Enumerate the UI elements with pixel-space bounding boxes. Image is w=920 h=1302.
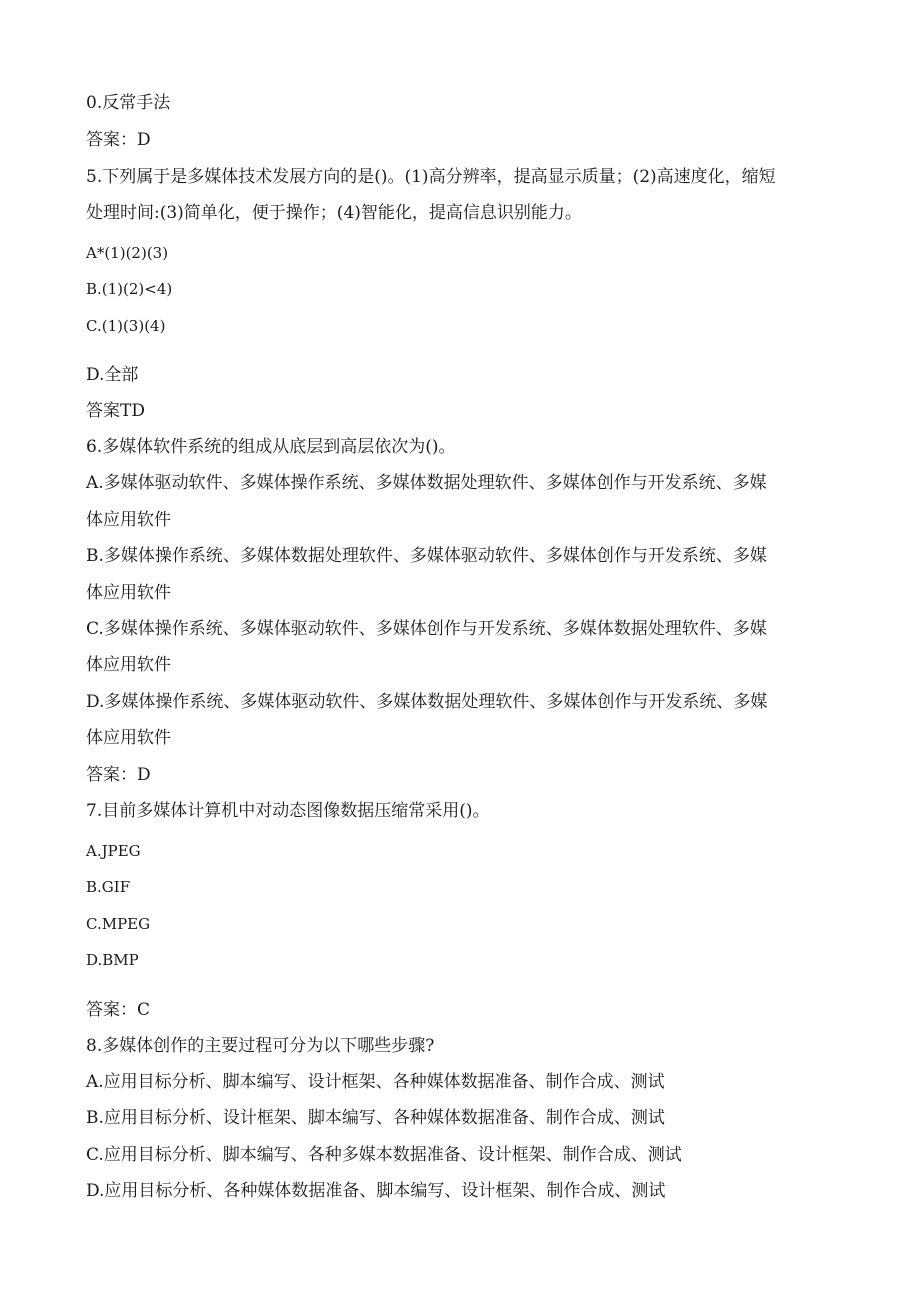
- option-b-cont: 体应用软件: [86, 583, 171, 603]
- option-a: A.多媒体驱动软件、多媒体操作系统、多媒体数据处理软件、多媒体创作与开发系统、多媒: [86, 473, 767, 493]
- option-d: D.全部: [86, 365, 139, 385]
- option-c-cont: 体应用软件: [86, 655, 171, 675]
- option-c: C.MPEG: [86, 915, 151, 933]
- option-d: D.应用目标分析、各种媒体数据准备、脚本编写、设计框架、制作合成、测试: [86, 1181, 666, 1201]
- question-6: 6.多媒体软件系统的组成从底层到高层依次为()。: [86, 437, 456, 457]
- option-c: C.应用目标分析、脚本编写、各种多媒本数据准备、设计框架、制作合成、测试: [86, 1145, 682, 1165]
- question-5-cont: 处理时间:(3)简单化，便于操作；(4)智能化，提高信息识别能力。: [86, 203, 582, 223]
- option-a-cont: 体应用软件: [86, 510, 171, 530]
- question-5: 5.下列属于是多媒体技术发展方向的是()。(1)高分辨率，提高显示质量；(2)高速度化，缩短: [86, 167, 776, 187]
- option-d-cont: 体应用软件: [86, 728, 171, 748]
- answer-line: 答案：D: [86, 130, 151, 150]
- option-b: B.应用目标分析、设计框架、脚本编写、各种媒体数据准备、制作合成、测试: [86, 1108, 665, 1128]
- option-a: A*(1)(2)(3): [86, 244, 169, 262]
- option-b: B.GIF: [86, 878, 131, 896]
- option-d: D.BMP: [86, 951, 139, 969]
- option-line: 0.反常手法: [86, 93, 171, 113]
- option-a: A.JPEG: [86, 842, 141, 860]
- option-a: A.应用目标分析、脚本编写、设计框架、各种媒体数据准备、制作合成、测试: [86, 1072, 665, 1092]
- answer-line: 答案：C: [86, 1000, 151, 1020]
- option-b: B.多媒体操作系统、多媒体数据处理软件、多媒体驱动软件、多媒体创作与开发系统、多媒: [86, 546, 767, 566]
- option-c: C.多媒体操作系统、多媒体驱动软件、多媒体创作与开发系统、多媒体数据处理软件、多媒: [86, 619, 767, 639]
- option-c: C.(1)(3)(4): [86, 317, 166, 335]
- question-7: 7.目前多媒体计算机中对动态图像数据压缩常采用()。: [86, 801, 490, 821]
- answer-line: 答案TD: [86, 401, 145, 421]
- answer-line: 答案：D: [86, 765, 151, 785]
- option-b: B.(1)(2)<4): [86, 280, 173, 298]
- option-d: D.多媒体操作系统、多媒体驱动软件、多媒体数据处理软件、多媒体创作与开发系统、多媒: [86, 692, 768, 712]
- question-8: 8.多媒体创作的主要过程可分为以下哪些步骤?: [86, 1036, 435, 1056]
